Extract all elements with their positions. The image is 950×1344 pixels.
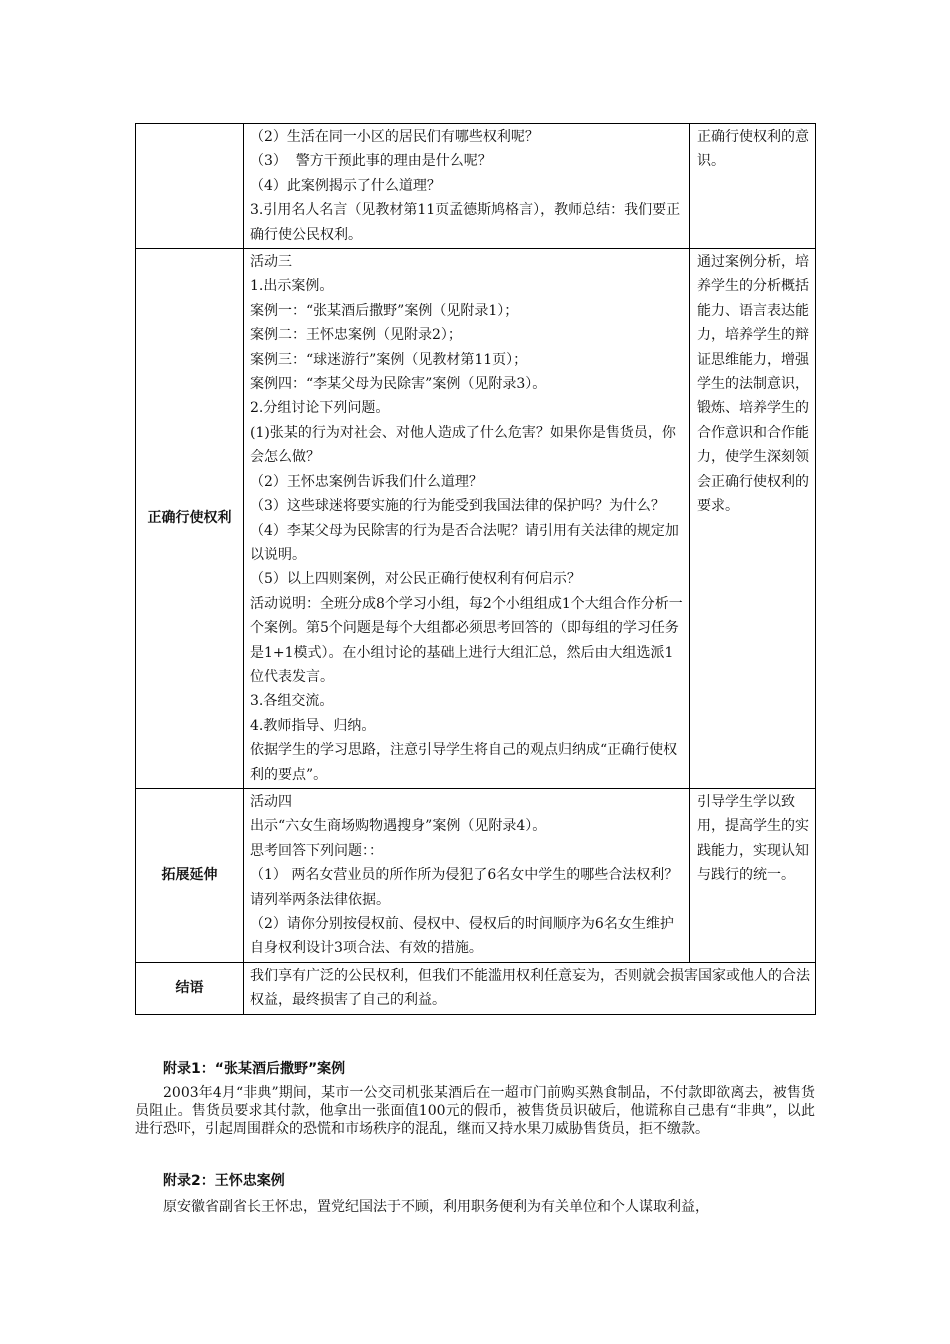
content-line: (1)张某的行为对社会、对他人造成了什么危害？如果你是售货员，你会怎么做？: [250, 424, 676, 466]
content-line: 案例一：“张某酒后撒野”案例（见附录1）；: [250, 302, 519, 319]
content-line: 依据学生的学习思路，注意引导学生将自己的观点归纳成“正确行使权利的要点”。: [250, 742, 678, 783]
table-row: [136, 249, 816, 789]
goal-cell: 通过案例分析，培养学生的分析概括能力、语言表达能力，培养学生的辩证思维能力，增强学生的法制意识，锻炼、培养学生的合作意识和合作能力，使学生深刻领会正确行使权利的要求。: [690, 249, 816, 789]
content-line: 活动四: [250, 793, 292, 810]
appendix-2-text: 原安徽省副省长王怀忠，置党纪国法于不顾，利用职务便利为有关单位和个人谋取利益，: [163, 1199, 709, 1215]
goal-cell: 正确行使权利的意识。: [690, 124, 816, 249]
appendix-1-text: 2003年4月“非典”期间，某市一公交司机张某酒后在一超市门前购买熟食制品，不付款即欲离去，被售货员阻止。售货员要求其付款，他拿出一张面值100元的假币，被售货员识破后，他谎称自己患有“非典”，以此进行恐吓，引起周围群众的恐慌和市场秩序的混乱，继而又持水果刀威胁售货员，拒不缴款。: [135, 1085, 815, 1137]
content-line: 4.教师指导、归纳。: [250, 717, 376, 734]
table-row: [136, 788, 816, 962]
table-row: [136, 962, 816, 1014]
appendix-1-title: 附录1：“张某酒后撒野”案例: [163, 1061, 346, 1077]
appendix-2: [135, 1170, 815, 1216]
content-line: 3.引用名人名言（见教材第11页孟德斯鸠格言），教师总结：我们要正确行使公民权利。: [250, 202, 681, 243]
content-line: （1） 两名女营业员的所作所为侵犯了6名女中学生的哪些合法权利？请列举两条法律依据。: [250, 867, 679, 908]
content-line: （3） 警方干预此事的理由是什么呢？: [250, 153, 492, 170]
content-line: （4）此案例揭示了什么道理？: [250, 177, 441, 194]
content-line: 案例四：“李某父母为民除害”案例（见附录3）。: [250, 376, 547, 393]
appendix-2-title: 附录2：王怀忠案例: [163, 1173, 285, 1189]
content-line: 活动说明：全班分成8个学习小组，每2个小组组成1个大组合作分析一个案例。第5个问题是每个大组都必须思考回答的（即每组的学习任务是1+1模式）。在小组讨论的基础上进行大组汇总，然后由大组选派1位代表发言。: [250, 595, 683, 685]
content-cell: [244, 249, 690, 789]
section-cell: 正确行使权利: [136, 249, 244, 789]
content-line: （4）李某父母为民除害的行为是否合法呢？请引用有关法律的规定加以说明。: [250, 522, 679, 563]
content-line: 活动三: [250, 254, 292, 271]
table-row: [136, 124, 816, 249]
content-cell: [244, 962, 816, 1014]
content-line: （2）生活在同一小区的居民们有哪些权利呢？: [250, 129, 539, 145]
content-line: 3.各组交流。: [250, 693, 334, 710]
content-line: 案例二：王怀忠案例（见附录2）；: [250, 327, 462, 344]
content-line: 我们享有广泛的公民权利，但我们不能滥用权利任意妄为，否则就会损害国家或他人的合法权益，最终损害了自己的利益。: [250, 967, 810, 1009]
section-cell: 结语: [136, 962, 244, 1014]
content-line: （3）这些球迷将要实施的行为能受到我国法律的保护吗？为什么？: [250, 498, 665, 515]
appendix-1: [135, 1058, 815, 1138]
content-line: 案例三：“球迷游行”案例（见教材第11页）；: [250, 351, 528, 368]
content-line: 1.出示案例。: [250, 278, 334, 295]
section-cell: 拓展延伸: [136, 788, 244, 962]
section-cell: [136, 124, 244, 249]
content-cell: [244, 788, 690, 962]
content-line: 思考回答下列问题：：: [250, 842, 383, 859]
content-line: 出示“六女生商场购物遇搜身”案例（见附录4）。: [250, 818, 547, 835]
content-cell: [244, 124, 690, 249]
lesson-plan-table: [135, 123, 816, 1015]
content-line: （2）请你分别按侵权前、侵权中、侵权后的时间顺序为6名女生维护自身权利设计3项合法、有效的措施。: [250, 916, 674, 957]
content-line: （5）以上四则案例，对公民正确行使权利有何启示？: [250, 571, 581, 588]
content-line: 2.分组讨论下列问题。: [250, 400, 390, 417]
goal-cell: 引导学生学以致用，提高学生的实践能力，实现认知与践行的统一。: [690, 788, 816, 962]
content-line: （2）王怀忠案例告诉我们什么道理？: [250, 473, 483, 490]
